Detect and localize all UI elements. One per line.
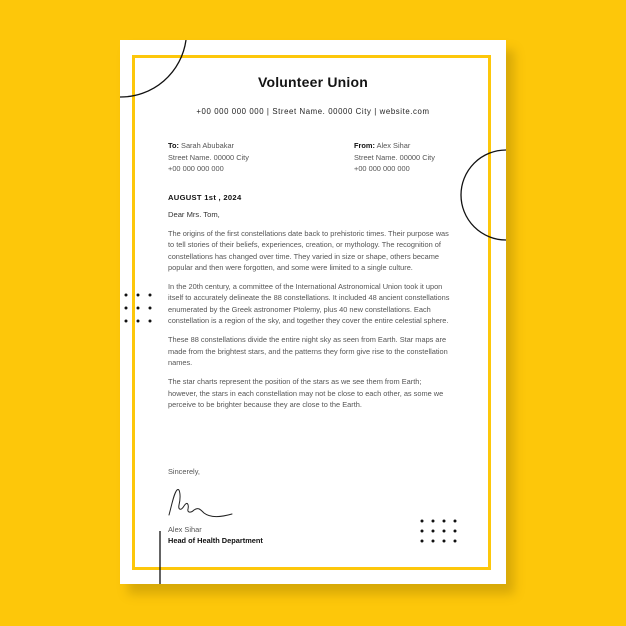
sender-phone: +00 000 000 000	[354, 164, 410, 173]
recipient-name: Sarah Abubakar	[181, 141, 235, 150]
body-paragraph: The origins of the first constellations date back to prehistoric times. Their purpose was to tell stories of their beliefs, experiences, creation, or mythology. The recognition of constellations has changed over time. They varied in size or shape, others became popular and then were forgotten, and some were limited to a single culture.	[168, 229, 449, 272]
sender-address-block	[354, 140, 435, 175]
letter-page	[120, 40, 506, 584]
left-dot-grid-decoration	[125, 294, 152, 323]
recipient-phone: +00 000 000 000	[168, 164, 224, 173]
bottom-right-dot-grid-decoration	[421, 520, 457, 543]
contact-line: +00 000 000 000 | Street Name. 00000 City | website.com	[196, 107, 430, 116]
salutation: Dear Mrs. Tom,	[168, 210, 220, 219]
body-paragraph: These 88 constellations divide the entire night sky as seen from Earth. Star maps are made from the brightest stars, and the patterns they form give rise to the constellation names.	[168, 335, 448, 367]
letter-body	[168, 228, 450, 418]
sender-label: From:	[354, 141, 375, 150]
letter-date: AUGUST 1st , 2024	[168, 193, 242, 202]
sender-street: Street Name. 00000 City	[354, 152, 435, 162]
signer-block	[168, 525, 263, 546]
organization-title: Volunteer Union	[257, 74, 369, 90]
right-arc-decoration	[461, 150, 506, 240]
signer-name: Alex Sihar	[168, 525, 202, 534]
recipient-address-block	[168, 140, 249, 175]
recipient-label: To:	[168, 141, 179, 150]
signer-title: Head of Health Department	[168, 535, 263, 545]
closing: Sincerely,	[168, 467, 200, 476]
sender-name: Alex Sihar	[376, 141, 411, 150]
body-paragraph: The star charts represent the position of the stars as we see them from Earth; however, the stars in each constellation may not be close to each other, as some we perceive to be brighter because they are close to the Earth.	[168, 377, 444, 409]
signature-image	[166, 484, 238, 522]
body-paragraph: In the 20th century, a committee of the International Astronomical Union took it upon itself to accurately delineate the 88 constellations. It included 48 ancient constellations enumerated by the Greek astronomer Ptolemy, plus 40 new constellations. Each constellation is a region of the sky, and together they cover the entire celestial sphere.	[168, 282, 450, 326]
recipient-street: Street Name. 00000 City	[168, 152, 249, 162]
